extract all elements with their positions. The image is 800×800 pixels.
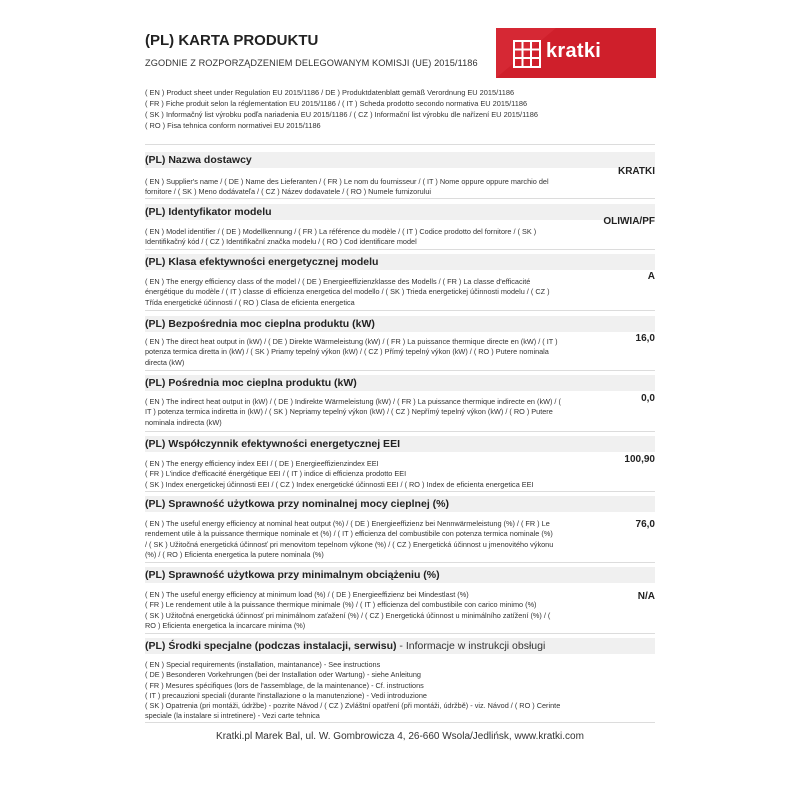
section-description: ( EN ) The energy efficiency index EEI / ( DE ) Energieeffizienzindex EEI ( FR ) L'indice d'efficacité énergétique EEI / ( IT ) indice di efficienza prodotto EEI ( SK ) Index energetickej účinnosti EEI / ( CZ ) Index energetické účinnosti EEI / ( RO ) Index de eficienta energetica EEI	[145, 459, 534, 489]
section-nominal-efficiency	[145, 496, 655, 563]
section-special-requirements	[145, 638, 655, 723]
section-description: ( EN ) Model identifier / ( DE ) Modellkennung / ( FR ) La référence du modèle / ( IT ) Codice prodotto del fornitore / ( SK ) Identifikačný kód / ( CZ ) Identifikační značka modelu / ( RO ) Cod identificare model	[145, 227, 537, 247]
section-title: (PL) Klasa efektywności energetycznej modelu	[145, 256, 379, 268]
section-value: 100,90	[624, 454, 655, 465]
section-description: ( EN ) Special requirements (installation, maintanance) - See instructions ( DE ) Besonderen Vorkehrungen (bei der Installation oder Wartung) - siehe Anleitung ( FR ) Mesures spécifiques (lors de l'assemblage, de la maintenance) - Cf. instructions ( IT ) precauzioni speciali (durante l'installazione o la manutenzione) - Vedi introduzione ( SK ) Opatrenia (pri montáži, údržbe) - pozrite Návod / ( CZ ) Zvláštní opatření (při montáži, údržbě) - viz. Návod / ( RO ) Cerinte speciale (la instalare si intretinere) - Vezi carte tehnica	[145, 660, 561, 721]
language-line-ro: ( RO ) Fisa tehnica conform normativei EU 2015/1186	[145, 121, 321, 130]
section-description: ( EN ) The direct heat output in (kW) / ( DE ) Direkte Wärmeleistung (kW) / ( FR ) La puissance thermique directe en (kW) / ( IT ) potenza termica diretta in (kW) / ( SK ) Priamy tepelný výkon (kW) / ( CZ ) Přímý tepelný výkon (kW) / ( RO ) Putere nominala directa (kW)	[145, 337, 558, 367]
language-line-fr-it: ( FR ) Fiche produit selon la réglementation EU 2015/1186 / ( IT ) Scheda prodotto secondo normativa EU 2015/1186	[145, 99, 528, 108]
section-minimum-load-efficiency	[145, 567, 655, 634]
header-divider	[145, 144, 655, 145]
section-title: (PL) Współczynnik efektywności energetycznej EEI	[145, 438, 400, 450]
section-direct-heat-output	[145, 316, 655, 371]
section-value: 16,0	[635, 333, 655, 344]
section-value: OLIWIA/PF	[603, 216, 655, 227]
section-title: (PL) Sprawność użytkowa przy nominalnej mocy cieplnej (%)	[145, 498, 449, 510]
section-title: (PL) Bezpośrednia moc cieplna produktu (kW)	[145, 318, 375, 330]
section-title: (PL) Sprawność użytkowa przy minimalnym obciążeniu (%)	[145, 569, 440, 581]
section-value: N/A	[637, 591, 655, 602]
section-value: KRATKI	[617, 166, 655, 177]
footer-address: Kratki.pl Marek Bal, ul. W. Gombrowicza 4, 26-660 Wsola/Jedlińsk, www.kratki.com	[216, 731, 584, 742]
section-title: (PL) Nazwa dostawcy	[145, 154, 252, 166]
section-description: ( EN ) The useful energy efficiency at minimum load (%) / ( DE ) Energieeffizienz bei Mindestlast (%) ( FR ) Le rendement utile à la puissance thermique minimale (%) / ( IT ) efficienza del combustibile con carico minimo (%) ( SK ) Užitočná energetická účinnosť pri minimálnom zaťažení (%) / ( CZ ) Energetická účinnost u minimálního zatížení (%) / ( RO ) Eficienta energetica la incarcare minima (%)	[145, 590, 551, 630]
section-title: (PL) Identyfikator modelu	[145, 206, 272, 218]
page-title: (PL) KARTA PRODUKTU	[145, 32, 319, 49]
section-value: A	[647, 271, 655, 282]
section-eei	[145, 436, 655, 492]
logo-wordmark: kratki	[546, 40, 602, 62]
section-description: ( EN ) Supplier's name / ( DE ) Name des Lieferanten / ( FR ) Le nom du fournisseur / ( IT ) Nome oppure oppure marchio del fornitore / ( SK ) Meno dodávateľa / ( CZ ) Název dodavatele / ( RO ) Numele furnizorului	[145, 177, 549, 197]
page-subtitle: ZGODNIE Z ROZPORZĄDZENIEM DELEGOWANYM KOMISJI (UE) 2015/1186	[145, 58, 478, 68]
section-indirect-heat-output	[145, 375, 655, 432]
section-value: 76,0	[635, 519, 655, 530]
section-description: ( EN ) The useful energy efficiency at nominal heat output (%) / ( DE ) Energieeffizienz bei Nennwärmeleistung (%) / ( FR ) Le rendement utile à la puissance thermique nominale et (%) / ( IT ) efficienza del combustibile con potenza termica nominale (%) / ( SK ) Užitočná energetická účinnosť pri menovitom tepelnom výkone (%) / ( CZ ) Energetická účinnost u jmenovitého výkonu (%) / ( RO ) Eficienta energetica la putere nominala (%)	[145, 519, 554, 559]
section-description: ( EN ) The energy efficiency class of the model / ( DE ) Energieeffizienzklasse des Modells / ( FR ) La classe d'efficacité énergétique du modèle / ( IT ) classe di efficienza energetica del modello / ( SK ) Trieda energetickej účinnosti modelu / ( CZ ) Třída energetické účinnosti / ( RO ) Clasa de eficienta energetica	[145, 277, 550, 307]
section-title: (PL) Środki specjalne (podczas instalacji, serwisu) - Informacje w instrukcji obsługi	[145, 640, 546, 652]
language-line-sk-cz: ( SK ) Informačný list výrobku podľa nariadenia EU 2015/1186 / ( CZ ) Informační list výrobku dle nařízení EU 2015/1186	[145, 110, 538, 119]
section-model-identifier	[145, 204, 655, 250]
section-value: 0,0	[641, 393, 655, 404]
section-title: (PL) Pośrednia moc cieplna produktu (kW)	[145, 377, 357, 389]
language-list	[145, 87, 538, 131]
section-energy-class	[145, 254, 655, 311]
section-supplier-name	[145, 152, 655, 199]
section-description: ( EN ) The indirect heat output in (kW) / ( DE ) Indirekte Wärmeleistung (kW) / ( FR ) La puissance thermique indirecte en (kW) / ( IT ) potenza termica indiretta in (kW) / ( SK ) Nepriamy tepelný výkon (kW) / ( CZ ) Nepřímý tepelný výkon (kW) / ( RO ) Putere nominala indirecta (kW)	[145, 397, 561, 427]
kratki-logo	[496, 28, 656, 78]
language-line-en-de: ( EN ) Product sheet under Regulation EU 2015/1186 / DE ) Produktdatenblatt gemäß Verordnung EU 2015/1186	[145, 88, 515, 97]
